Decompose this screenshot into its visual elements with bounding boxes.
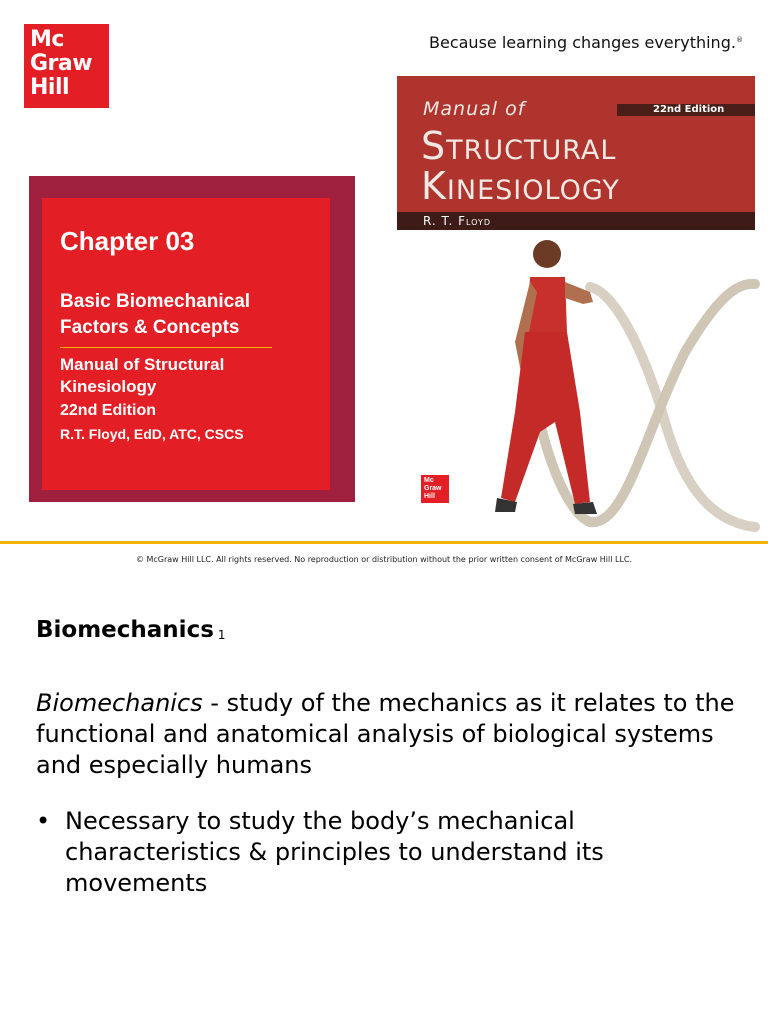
chapter-divider — [60, 347, 272, 348]
tagline — [429, 33, 743, 52]
logo-line: Graw — [424, 485, 442, 492]
book-cover-banner — [397, 76, 755, 230]
copyright-notice: © McGraw Hill LLC. All rights reserved. No reproduction or distribution without the prior written consent of McGraw Hill LLC. — [135, 555, 633, 564]
chapter-title-line: Basic Biomechanical — [60, 291, 251, 312]
book-title-line: Kinesiology — [60, 377, 157, 396]
bullet-mark: • — [36, 807, 51, 835]
rope — [590, 287, 755, 527]
book-title-line: Manual of Structural — [60, 355, 225, 374]
logo-line: Hill — [30, 75, 70, 100]
cover-manual-of: Manual of — [423, 98, 526, 120]
chapter-title-line: Factors & Concepts — [60, 317, 240, 338]
slide-title-text: Biomechanics — [36, 617, 214, 643]
bullet-text: Necessary to study the body’s mechanical characteristics & principles to understand its movements — [65, 807, 604, 897]
cover-title-line: Kinesiology — [421, 164, 620, 208]
definition-paragraph — [36, 688, 746, 781]
slide-title-index: 1 — [217, 628, 226, 642]
definition-term: Biomechanics — [36, 689, 203, 717]
logo-line: Mc — [424, 477, 434, 484]
registered-mark: ® — [735, 36, 743, 44]
chapter-frame — [29, 176, 355, 502]
chapter-title — [60, 289, 312, 341]
athlete-legs — [501, 332, 590, 504]
logo-line: Mc — [30, 27, 64, 52]
footer-rule — [0, 541, 768, 544]
book-edition: 22nd Edition — [60, 402, 156, 419]
logo-line: Hill — [424, 493, 435, 500]
cover-title-line: Structural — [421, 124, 617, 168]
cover-edition-badge: 22nd Edition — [617, 104, 755, 116]
logo-line: Graw — [30, 51, 93, 76]
definition-text: - study of the mechanics as it relates to the functional and anatomical analysis of biological systems and especially humans — [36, 689, 735, 779]
tagline-text: Because learning changes everything. — [429, 33, 736, 52]
chapter-number: Chapter 03 — [60, 226, 195, 256]
athlete-battle-ropes-illustration — [415, 232, 760, 532]
book-title — [60, 354, 312, 398]
cover-author: R. T. Floyd — [397, 212, 755, 230]
mcgraw-hill-logo — [24, 24, 109, 108]
chapter-panel — [42, 198, 330, 490]
bullet-item — [36, 806, 736, 899]
slide-title — [36, 617, 226, 643]
cover-mcgraw-hill-logo — [421, 475, 449, 503]
book-author: R.T. Floyd, EdD, ATC, CSCS — [60, 426, 244, 442]
athlete-head — [533, 240, 561, 268]
athlete-shoe — [573, 502, 597, 514]
